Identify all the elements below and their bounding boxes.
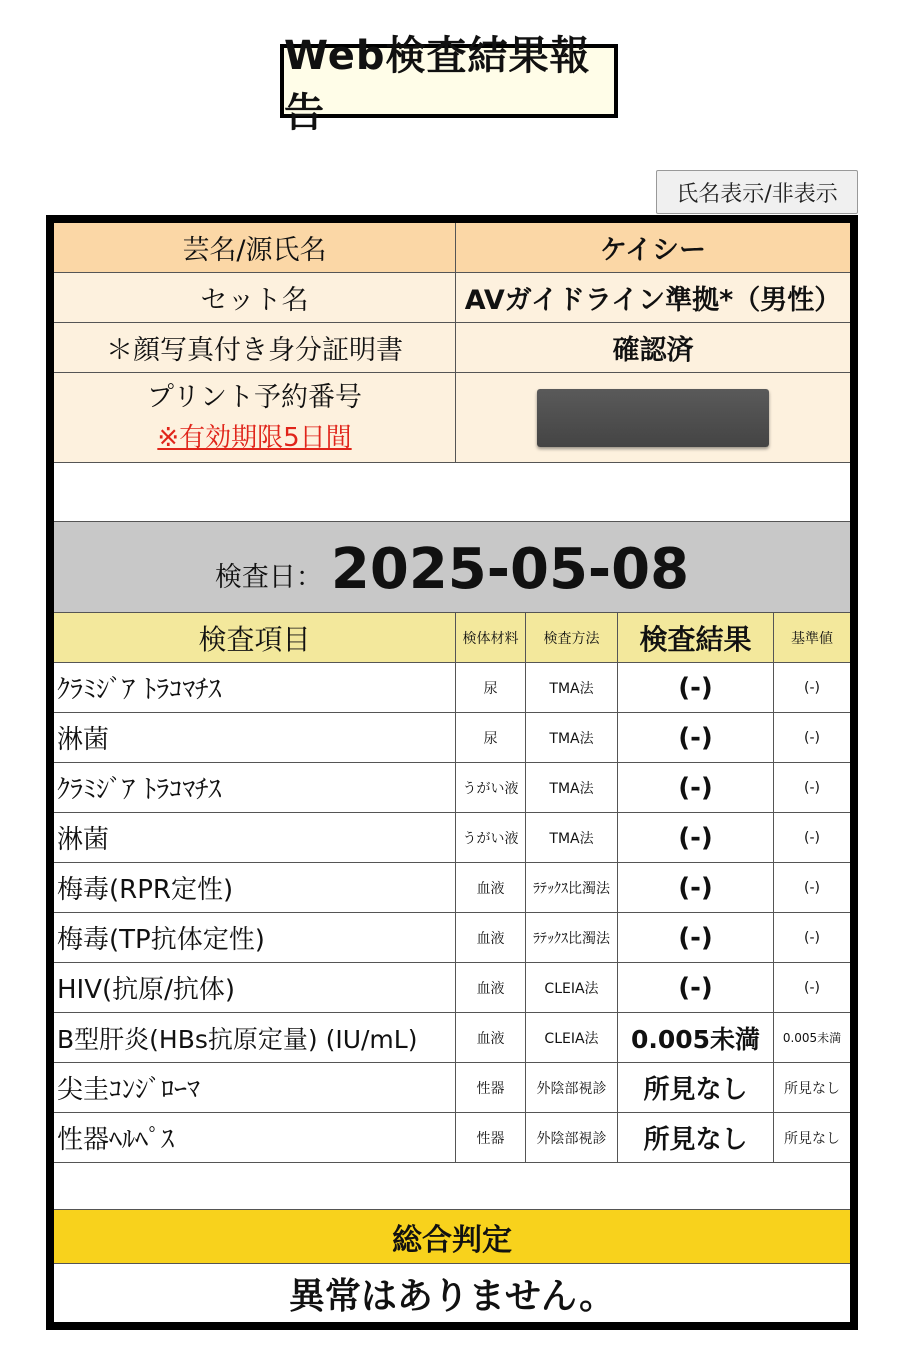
table-row xyxy=(54,863,850,913)
info-row-name xyxy=(54,223,850,273)
table-row xyxy=(54,713,850,763)
row-method: TMA法 xyxy=(526,813,618,862)
row-sample: うがい液 xyxy=(456,763,526,812)
row-result: 0.005未満 xyxy=(618,1013,774,1062)
print-label-cell xyxy=(54,373,456,462)
row-sample: 尿 xyxy=(456,663,526,712)
table-row xyxy=(54,913,850,963)
row-reference: 所見なし xyxy=(784,1080,840,1097)
table-row xyxy=(54,813,850,863)
info-row-id xyxy=(54,323,850,373)
table-row xyxy=(54,1113,850,1163)
row-item: ｸﾗﾐｼﾞｱ ﾄﾗｺﾏﾁｽ xyxy=(54,763,456,812)
row-method: 外陰部視診 xyxy=(526,1063,618,1112)
row-reference: 所見なし xyxy=(784,1130,840,1147)
row-method: CLEIA法 xyxy=(526,963,618,1012)
row-reference: (-) xyxy=(804,979,820,996)
row-reference: (-) xyxy=(804,879,820,896)
row-item: B型肝炎(HBs抗原定量) (IU/mL) xyxy=(54,1013,456,1062)
row-result: 所見なし xyxy=(618,1113,774,1162)
row-sample: うがい液 xyxy=(456,813,526,862)
row-sample: 血液 xyxy=(456,913,526,962)
set-value: AVガイドライン準拠*（男性） xyxy=(456,273,850,322)
row-reference: (-) xyxy=(804,929,820,946)
row-sample: 血液 xyxy=(456,863,526,912)
row-sample: 尿 xyxy=(456,713,526,762)
id-label: ＊顔写真付き身分証明書 xyxy=(54,323,456,372)
spacer-row xyxy=(54,463,850,522)
row-method: CLEIA法 xyxy=(526,1013,618,1062)
row-reference: (-) xyxy=(804,729,820,746)
verdict-label: 総合判定 xyxy=(54,1210,850,1264)
row-item: 性器ﾍﾙﾍﾟｽ xyxy=(54,1113,456,1162)
row-result: (-) xyxy=(618,663,774,712)
row-reference: (-) xyxy=(804,679,820,696)
table-row xyxy=(54,1013,850,1063)
row-method: TMA法 xyxy=(526,713,618,762)
row-result: (-) xyxy=(618,813,774,862)
row-reference: (-) xyxy=(804,829,820,846)
header-sample: 検体材料 xyxy=(456,613,526,662)
verdict-value: 異常はありません。 xyxy=(288,1275,616,1317)
table-row xyxy=(54,963,850,1013)
row-reference: 0.005未満 xyxy=(782,1031,842,1045)
row-method: 外陰部視診 xyxy=(526,1113,618,1162)
row-method: ﾗﾃｯｸｽ比濁法 xyxy=(526,863,618,912)
masked-reservation-number xyxy=(537,389,769,447)
info-row-print xyxy=(54,373,850,463)
row-sample: 性器 xyxy=(456,1113,526,1162)
row-result: 所見なし xyxy=(618,1063,774,1112)
row-method: TMA法 xyxy=(526,763,618,812)
table-row xyxy=(54,763,850,813)
row-item: HIV(抗原/抗体) xyxy=(54,963,456,1012)
header-item: 検査項目 xyxy=(54,613,456,662)
header-reference: 基準値 xyxy=(791,630,833,647)
row-item: 梅毒(RPR定性) xyxy=(54,863,456,912)
page-title: Web検査結果報告 xyxy=(280,44,618,118)
row-result: (-) xyxy=(618,763,774,812)
name-toggle-button[interactable]: 氏名表示/非表示 xyxy=(656,170,858,214)
row-result: (-) xyxy=(618,963,774,1012)
row-sample: 性器 xyxy=(456,1063,526,1112)
row-method: ﾗﾃｯｸｽ比濁法 xyxy=(526,913,618,962)
row-result: (-) xyxy=(618,913,774,962)
header-result: 検査結果 xyxy=(618,613,774,662)
spacer-row xyxy=(54,1163,850,1210)
row-item: 梅毒(TP抗体定性) xyxy=(54,913,456,962)
print-expiry-note: ※有効期限5日間 xyxy=(157,422,352,453)
table-row xyxy=(54,663,850,713)
id-value: 確認済 xyxy=(456,323,850,372)
header-method: 検査方法 xyxy=(526,613,618,662)
name-value: ケイシー xyxy=(456,223,850,272)
exam-date-label: 検査日： xyxy=(214,562,323,593)
row-sample: 血液 xyxy=(456,963,526,1012)
row-item: 淋菌 xyxy=(54,713,456,762)
row-reference: (-) xyxy=(804,779,820,796)
row-result: (-) xyxy=(618,713,774,762)
report-frame xyxy=(46,215,858,1330)
set-label: セット名 xyxy=(54,273,456,322)
row-result: (-) xyxy=(618,863,774,912)
name-label: 芸名/源氏名 xyxy=(54,223,456,272)
info-row-set xyxy=(54,273,850,323)
row-sample: 血液 xyxy=(456,1013,526,1062)
row-item: 淋菌 xyxy=(54,813,456,862)
table-row xyxy=(54,1063,850,1113)
print-label: プリント予約番号 xyxy=(147,381,362,413)
print-value-cell xyxy=(456,373,850,462)
exam-date-value: 2025-05-08 xyxy=(330,537,690,602)
row-item: ｸﾗﾐｼﾞｱ ﾄﾗｺﾏﾁｽ xyxy=(54,663,456,712)
row-method: TMA法 xyxy=(526,663,618,712)
table-header-row xyxy=(54,613,850,663)
exam-date-band xyxy=(54,522,850,613)
row-item: 尖圭ｺﾝｼﾞﾛｰﾏ xyxy=(54,1063,456,1112)
